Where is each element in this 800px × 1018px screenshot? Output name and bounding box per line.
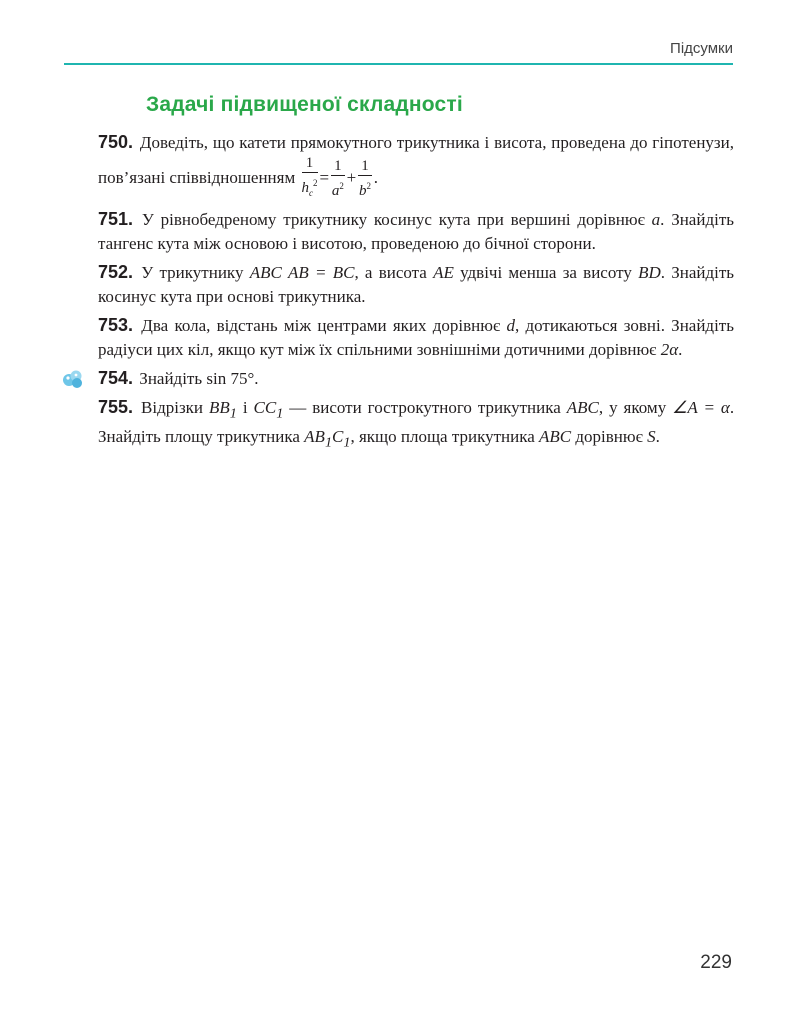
problem-text: Доведіть, що катети прямокутного трикутника і висота, проведена до гіпотенузи, пов’язані співвідношенням <box>98 133 734 187</box>
problem-text: , а висота <box>354 263 427 282</box>
math-triangle: ABC <box>566 398 599 417</box>
math-expression: sin 75° <box>206 369 255 388</box>
problem-number: 750. <box>98 132 134 152</box>
problem-text: . Знайдіть площу трикутника <box>98 398 735 447</box>
problem-753 <box>98 313 734 362</box>
math-triangle: ABC <box>539 427 572 447</box>
problem-text: — висоти гострокутного трикутника <box>289 398 561 417</box>
math-var: a <box>651 210 661 229</box>
math-angle: 2α <box>660 340 679 359</box>
math-altitude: AE <box>433 263 454 282</box>
problem-text: Два кола, відстань між центрами яких дорівнює <box>141 316 501 335</box>
problem-text: . <box>254 369 259 388</box>
problem-text: дорівнює <box>575 427 643 447</box>
math-segment: $BB_1$ <box>209 398 237 422</box>
formula-fraction-1: $\frac{1}{h_c^2}$ <box>301 155 318 198</box>
problem-text: Знайдіть <box>139 369 203 388</box>
problem-text: У рівнобедреному трикутнику косинус кута при вершині дорівнює <box>141 210 645 229</box>
page-header <box>64 0 733 66</box>
problem-number: 751. <box>98 209 134 229</box>
problem-751 <box>98 207 734 256</box>
problem-752 <box>98 260 734 309</box>
problem-text: У трикутнику <box>141 263 244 282</box>
math-var: d <box>506 316 515 335</box>
formula-fraction-3: $\frac{1}{b^2}$ <box>358 157 371 199</box>
problem-number: 752. <box>98 262 134 282</box>
math-triangle: ABC <box>249 263 282 282</box>
problem-text: . Знайдіть тангенс кута між основою і висотою, проведеною до бічної сторони. <box>98 210 734 253</box>
math-equation: AB = BC <box>288 263 355 282</box>
problem-text: , у якому <box>598 398 667 417</box>
math-angle: ∠A = α <box>672 398 730 417</box>
problem-750 <box>98 130 734 203</box>
math-segment: $CC_1$ <box>253 398 284 422</box>
formula-fraction-2: $\frac{1}{a^2}$ <box>331 157 344 199</box>
problem-number: 754. <box>98 368 134 388</box>
formula-plus: + <box>346 167 357 187</box>
problem-text: , якщо площа трикутника <box>350 427 535 447</box>
problem-text: . <box>655 427 660 447</box>
header-title: Підсумки <box>670 40 733 57</box>
problem-list <box>98 130 734 459</box>
math-triangle: $AB_1C_1$ <box>304 427 351 451</box>
group-work-icon <box>62 369 84 389</box>
problem-number: 753. <box>98 315 134 335</box>
math-segment: BD <box>638 263 661 282</box>
problem-755 <box>98 395 734 455</box>
formula-end: . <box>373 167 378 187</box>
math-var: S <box>647 427 656 447</box>
problem-text: Відрізки <box>141 398 204 417</box>
problem-text: і <box>242 398 248 417</box>
header-rule <box>64 63 733 65</box>
problem-text: . <box>678 340 683 359</box>
formula-equals: = <box>319 167 330 187</box>
page-number: 229 <box>700 952 732 973</box>
problem-754 <box>98 366 734 391</box>
problem-text: . Знайдіть косинус кута при основі трикутника. <box>98 263 735 306</box>
problem-text: , дотикаються зовні. Знайдіть радіуси цих кіл, якщо кут між їх спільними зовнішніми дотичними дорівнює <box>98 316 734 359</box>
problem-text: удвічі менша за висоту <box>460 263 632 282</box>
section-title: Задачі підвищеної складності <box>146 93 463 116</box>
problem-number: 755. <box>98 397 134 417</box>
